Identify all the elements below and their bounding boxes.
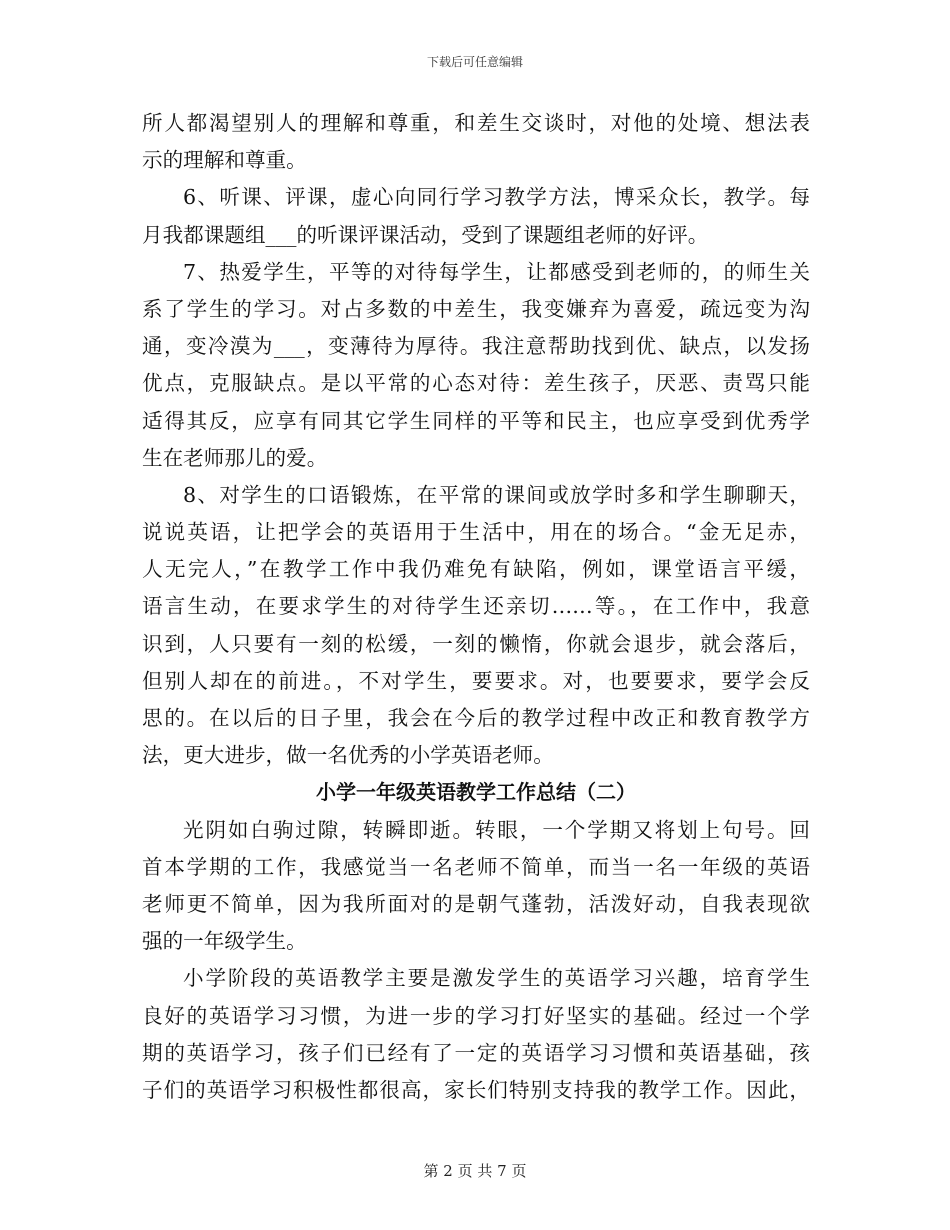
text-line: 示的理解和尊重。: [142, 148, 307, 173]
text-line: 生在老师那儿的爱。: [142, 445, 328, 470]
text-line: 强的一年级学生。: [142, 929, 307, 954]
text-line: 光阴如白驹过隙，转瞬即逝。转眼，一个学期又将划上句号。回: [183, 817, 810, 842]
text-line: 法，更大进步，做一名优秀的小学英语老师。: [142, 743, 554, 768]
text-line: 通，变冷漠为___，变薄待为厚待。我注意帮助找到优、缺点，以发扬: [142, 334, 810, 359]
text-line: 小学阶段的英语教学主要是激发学生的英语学习兴趣，培育学生: [183, 966, 810, 991]
text-line: 老师更不简单，因为我所面对的是朝气蓬勃，活泼好动，自我表现欲: [142, 891, 810, 916]
text-line: 语言生动，在要求学生的对待学生还亲切……等。，在工作中，我意: [142, 594, 810, 619]
text-line: 月我都课题组___的听课评课活动，受到了课题组老师的好评。: [142, 222, 709, 247]
document-body: [142, 105, 810, 1109]
text-line: 适得其反，应享有同其它学生同样的平等和民主，也应享受到优秀学: [142, 408, 810, 433]
text-line: 8、对学生的口语锻炼，在平常的课间或放学时多和学生聊聊天，: [183, 482, 810, 507]
text-line: 思的。在以后的日子里，我会在今后的教学过程中改正和教育教学方: [142, 706, 810, 730]
text-line: 首本学期的工作，我感觉当一名老师不简单，而当一名一年级的英语: [142, 854, 810, 879]
text-line: 说说英语，让把学会的英语用于生活中，用在的场合。“金无足赤，: [142, 520, 810, 545]
text-line: 6、听课、评课，虚心向同行学习教学方法，博采众长，教学。每: [183, 185, 810, 210]
text-line: 良好的英语学习习惯，为进一步的学习打好坚实的基础。经过一个学: [142, 1003, 810, 1028]
text-line: 人无完人，”在教学工作中我仍难免有缺陷，例如，课堂语言平缓，: [142, 557, 810, 582]
text-line: 但别人却在的前进。，不对学生，要要求。对，也要要求，要学会反: [142, 668, 810, 693]
text-line: 子们的英语学习积极性都很高，家长们特别支持我的教学工作。因此，: [142, 1077, 810, 1102]
text-line: 优点，克服缺点。是以平常的心态对待：差生孩子，厌恶、责骂只能: [142, 371, 810, 396]
text-line: 系了学生的学习。对占多数的中差生，我变嫌弃为喜爱，疏远变为沟: [142, 296, 810, 321]
text-line: 识到，人只要有一刻的松缓，一刻的懒惰，你就会退步，就会落后，: [142, 631, 810, 656]
text-line: 期的英语学习，孩子们已经有了一定的英语学习习惯和英语基础，孩: [142, 1040, 810, 1065]
text-line: 7、热爱学生，平等的对待每学生，让都感受到老师的，的师生关: [183, 259, 810, 284]
page-header: 下载后可任意编辑: [426, 55, 523, 69]
page-footer: 第 2 页 共 7 页: [423, 1162, 527, 1180]
text-line: 所人都渴望别人的理解和尊重，和差生交谈时，对他的处境、想法表: [142, 111, 810, 135]
section-title: 小学一年级英语教学工作总结（二）: [316, 780, 636, 805]
